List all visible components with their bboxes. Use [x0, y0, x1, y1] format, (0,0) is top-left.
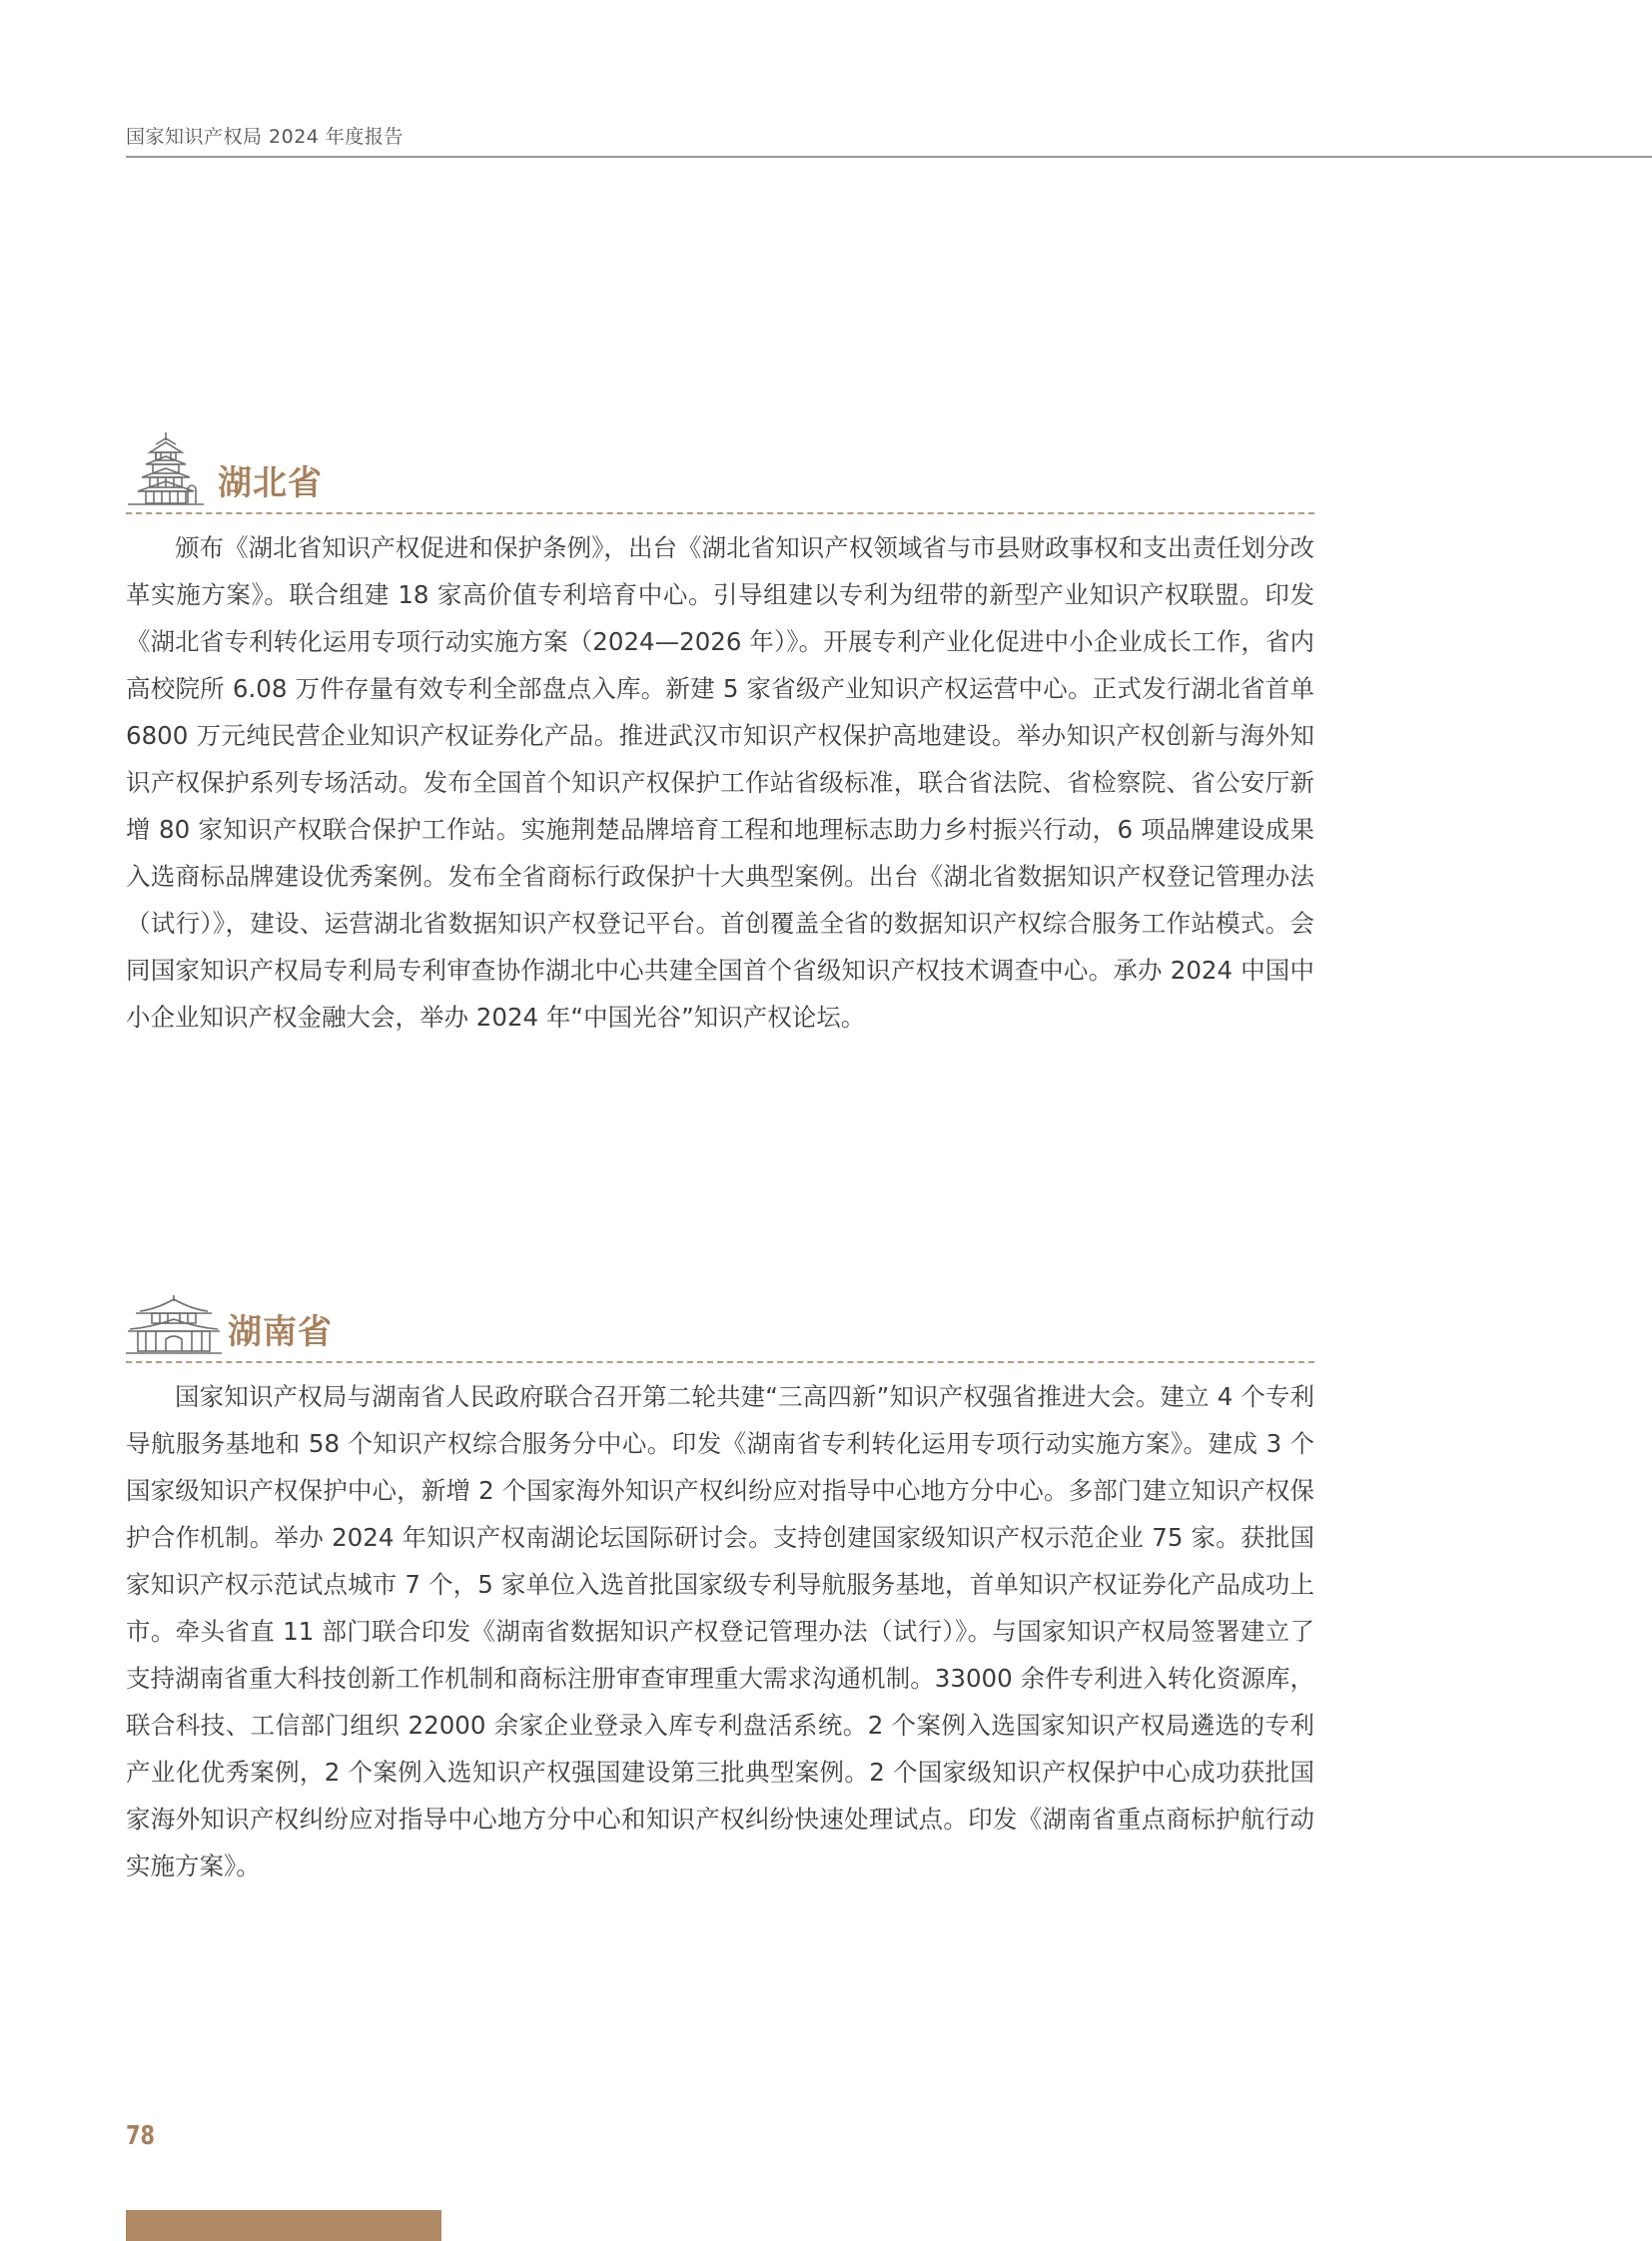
section-divider [126, 512, 1314, 514]
section-hunan [126, 1273, 1314, 1889]
section-body-hubei: 颁布《湖北省知识产权促进和保护条例》，出台《湖北省知识产权领域省与市县财政事权和支出责任划分改革实施方案》。联合组建 18 家高价值专利培育中心。引导组建以专利为纽带的新型产业知识产权联盟。印发《湖北省专利转化运用专项行动实施方案（2024—2026 年）》。开展专利产业化促进中小企业成长工作，省内高校院所 6.08 万件存量有效专利全部盘点入库。新建 5 家省级产业知识产权运营中心。正式发行湖北省首单 6800 万元纯民营企业知识产权证券化产品。推进武汉市知识产权保护高地建设。举办知识产权创新与海外知识产权保护系列专场活动。发布全国首个知识产权保护工作站省级标准，联合省法院、省检察院、省公安厅新增 80 家知识产权联合保护工作站。实施荆楚品牌培育工程和地理标志助力乡村振兴行动，6 项品牌建设成果入选商标品牌建设优秀案例。发布全省商标行政保护十大典型案例。出台《湖北省数据知识产权登记管理办法（试行）》，建设、运营湖北省数据知识产权登记平台。首创覆盖全省的数据知识产权综合服务工作站模式。会同国家知识产权局专利局专利审查协作湖北中心共建全国首个省级知识产权技术调查中心。承办 2024 中国中小企业知识产权金融大会，举办 2024 年“中国光谷”知识产权论坛。 [126, 533, 1314, 1032]
section-body-hunan: 国家知识产权局与湖南省人民政府联合召开第二轮共建“三高四新”知识产权强省推进大会。建立 4 个专利导航服务基地和 58 个知识产权综合服务分中心。印发《湖南省专利转化运用专项行动实施方案》。建成 3 个国家级知识产权保护中心，新增 2 个国家海外知识产权纠纷应对指导中心地方分中心。多部门建立知识产权保护合作机制。举办 2024 年知识产权南湖论坛国际研讨会。支持创建国家级知识产权示范企业 75 家。获批国家知识产权示范试点城市 7 个，5 家单位入选首批国家级专利导航服务基地，首单知识产权证券化产品成功上市。牵头省直 11 部门联合印发《湖南省数据知识产权登记管理办法（试行）》。与国家知识产权局签署建立了支持湖南省重大科技创新工作机制和商标注册审查审理重大需求沟通机制。33000 余件专利进入转化资源库，联合科技、工信部门组织 22000 余家企业登录入库专利盘活系统。2 个案例入选国家知识产权局遴选的专利产业化优秀案例，2 个案例入选知识产权强国建设第三批典型案例。2 个国家级知识产权保护中心成功获批国家海外知识产权纠纷应对指导中心地方分中心和知识产权纠纷快速处理试点。印发《湖南省重点商标护航行动实施方案》。 [126, 1382, 1314, 1880]
footer-accent-bar [126, 2210, 441, 2241]
section-divider [126, 1361, 1314, 1363]
page-number: 78 [126, 2121, 155, 2151]
yuelu-academy-pavilion-icon [126, 1293, 222, 1359]
section-title-hubei: 湖北省 [218, 463, 323, 503]
header-rule [126, 156, 1652, 158]
running-header: 国家知识产权局 2024 年度报告 [126, 126, 404, 148]
section-title-hunan: 湖南省 [228, 1312, 333, 1352]
section-heading [126, 424, 1314, 514]
section-hubei [126, 424, 1314, 1041]
section-heading [126, 1273, 1314, 1363]
yellow-crane-tower-icon [126, 430, 206, 510]
